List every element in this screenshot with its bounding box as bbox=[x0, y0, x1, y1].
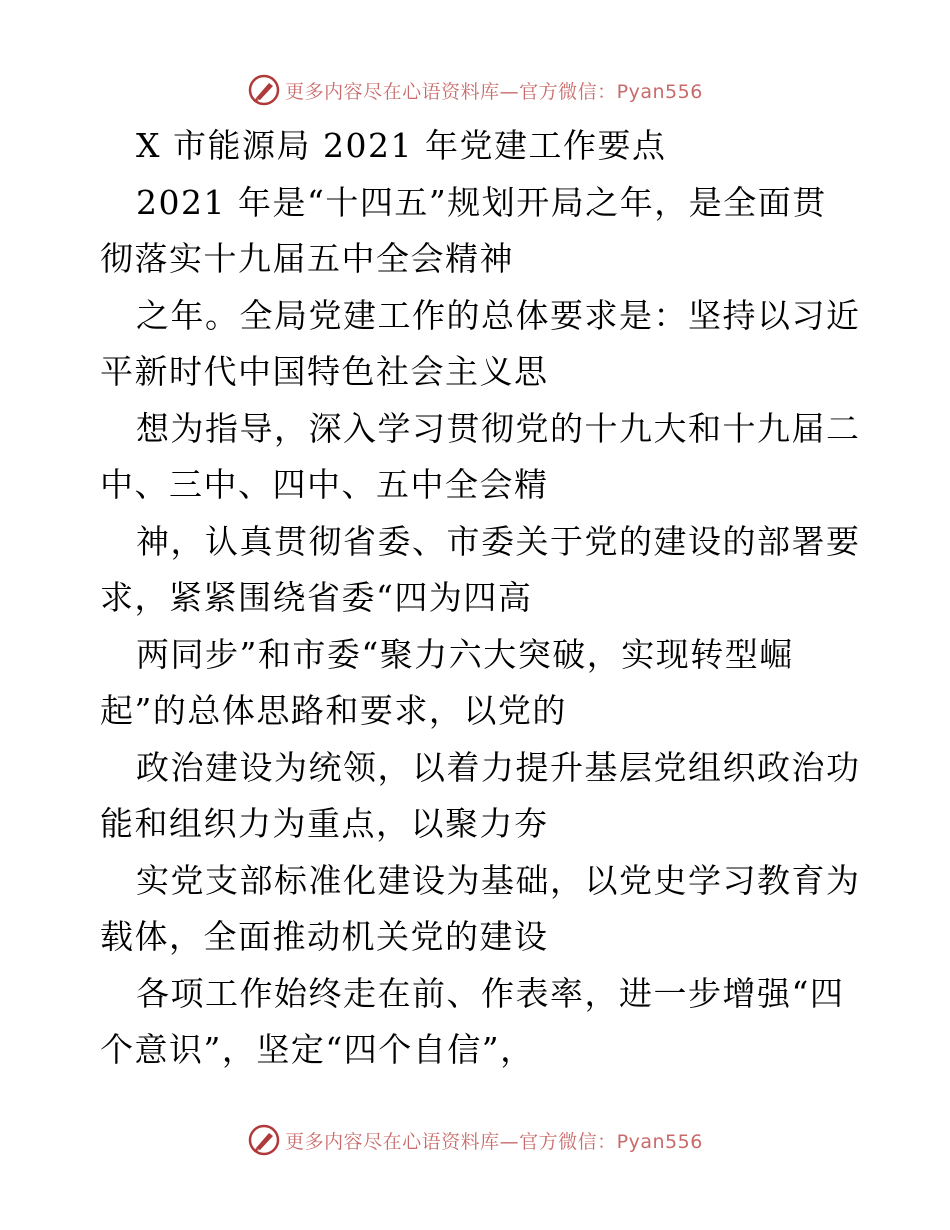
paragraph-line: 政治建设为统领，以着力提升基层党组织政治功 bbox=[136, 747, 861, 787]
pen-logo-icon bbox=[247, 73, 281, 107]
paragraph-line: 求，紧紧围绕省委“四为四高 bbox=[100, 578, 533, 617]
watermark-text: 更多内容尽在心语资料库—官方微信：Pyan556 bbox=[285, 80, 703, 103]
paragraph-line: 神，认真贯彻省委、市委关于党的建设的部署要 bbox=[136, 521, 861, 561]
paragraph-line: 载体，全面推动机关党的建设 bbox=[100, 917, 549, 956]
document-title: X 市能源局 2021 年党建工作要点 bbox=[136, 126, 667, 165]
pen-logo-icon bbox=[247, 1123, 281, 1157]
watermark-footer bbox=[0, 1120, 950, 1160]
document-body bbox=[100, 118, 860, 1079]
paragraph-line: 实党支部标准化建设为基础，以党史学习教育为 bbox=[136, 860, 861, 900]
paragraph-line: 彻落实十九届五中全会精神 bbox=[100, 239, 514, 278]
paragraph-line: 起”的总体思路和要求，以党的 bbox=[100, 691, 567, 730]
paragraph-line: 能和组织力为重点，以聚力夯 bbox=[100, 804, 549, 843]
paragraph-line: 2021 年是“十四五”规划开局之年，是全面贯 bbox=[136, 182, 827, 222]
watermark-text: 更多内容尽在心语资料库—官方微信：Pyan556 bbox=[285, 1130, 703, 1153]
paragraph-line: 个意识”，坚定“四个自信”， bbox=[100, 1030, 535, 1069]
paragraph-line: 想为指导，深入学习贯彻党的十九大和十九届二 bbox=[136, 408, 861, 448]
watermark-header bbox=[0, 70, 950, 110]
paragraph-line: 之年。全局党建工作的总体要求是：坚持以习近 bbox=[136, 295, 861, 335]
paragraph-line: 中、三中、四中、五中全会精 bbox=[100, 465, 549, 504]
paragraph-line: 平新时代中国特色社会主义思 bbox=[100, 352, 549, 391]
paragraph-line: 各项工作始终走在前、作表率，进一步增强“四 bbox=[136, 973, 845, 1013]
paragraph-line: 两同步”和市委“聚力六大突破，实现转型崛 bbox=[136, 634, 794, 674]
